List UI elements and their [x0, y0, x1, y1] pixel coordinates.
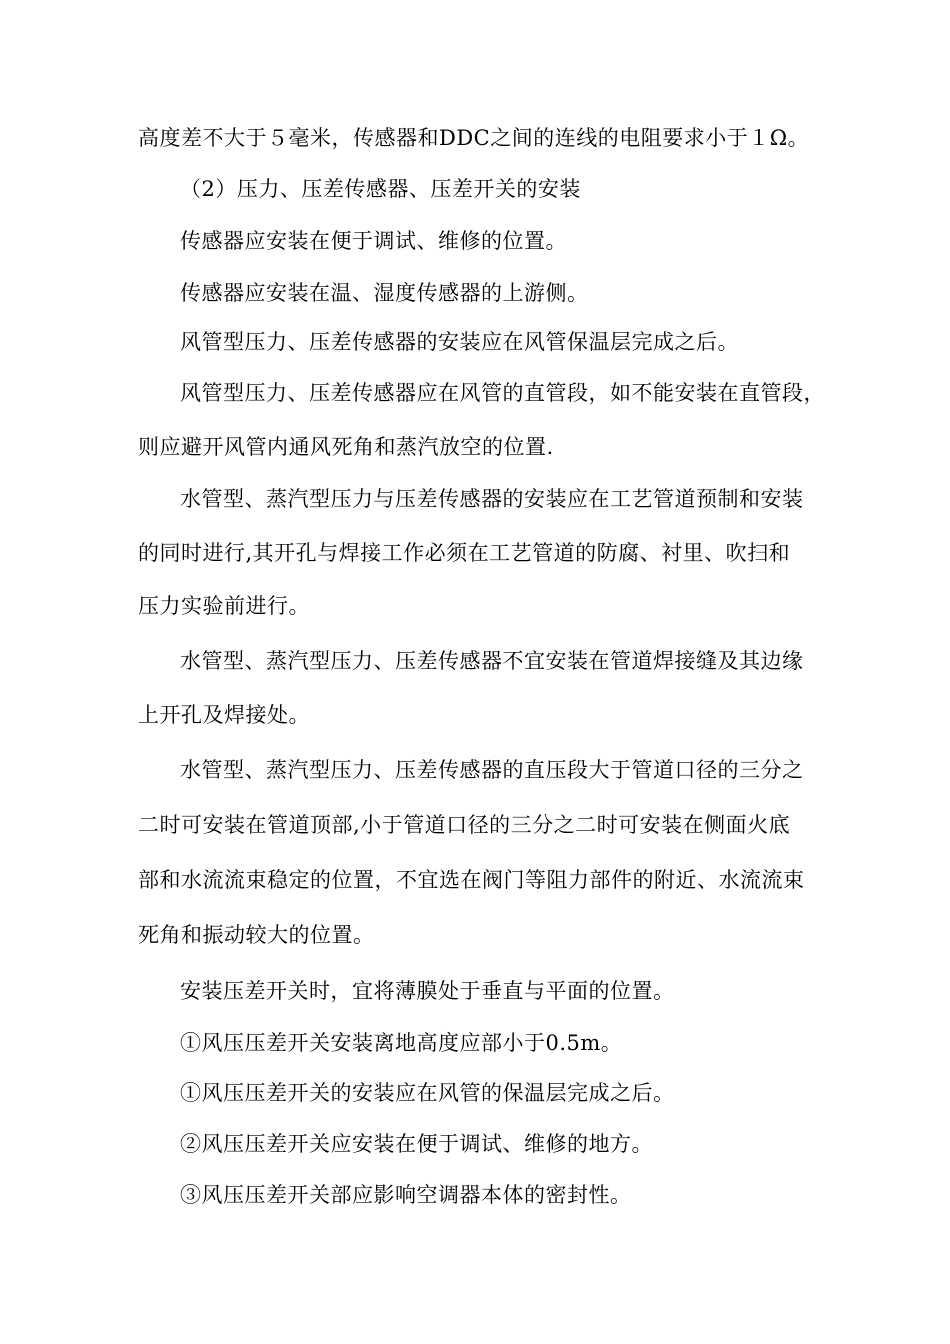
text-line-16: 死角和振动较大的位置。	[138, 923, 375, 947]
text-line-1: 高度差不大于５毫米，传感器和DDC之间的连线的电阻要求小于１Ω。	[138, 126, 810, 150]
text-line-6: 风管型压力、压差传感器应在风管的直管段，如不能安装在直管段，	[180, 381, 825, 405]
text-line-9: 的同时进行,其开孔与焊接工作必须在工艺管道的防腐、衬里、吹扫和	[138, 541, 791, 565]
text-line-13: 水管型、蒸汽型压力、压差传感器的直压段大于管道口径的三分之	[180, 758, 804, 782]
text-line-18: ①风压压差开关安装离地高度应部小于0.5m。	[180, 1031, 623, 1055]
text-line-20: ②风压压差开关应安装在便于调试、维修的地方。	[180, 1132, 653, 1156]
text-line-3: 传感器应安装在便于调试、维修的位置。	[180, 229, 567, 253]
text-line-14: 二时可安装在管道顶部,小于管道口径的三分之二时可安装在侧面火底	[138, 813, 791, 837]
text-line-10: 压力实验前进行。	[138, 594, 310, 618]
text-line-21: ③风压压差开关部应影响空调器本体的密封性。	[180, 1183, 632, 1207]
text-line-19: ①风压压差开关的安装应在风管的保温层完成之后。	[180, 1081, 675, 1105]
text-line-11: 水管型、蒸汽型压力、压差传感器不宜安装在管道焊接缝及其边缘	[180, 649, 804, 673]
text-line-15: 部和水流流束稳定的位置，不宜选在阀门等阻力部件的附近、水流流束	[138, 868, 805, 892]
text-line-12: 上开孔及焊接处。	[138, 703, 310, 727]
text-line-5: 风管型压力、压差传感器的安装应在风管保温层完成之后。	[180, 330, 739, 354]
text-line-7: 则应避开风管内通风死角和蒸汽放空的位置.	[138, 435, 554, 459]
text-line-4: 传感器应安装在温、湿度传感器的上游侧。	[180, 281, 589, 305]
text-line-8: 水管型、蒸汽型压力与压差传感器的安装应在工艺管道预制和安装	[180, 487, 804, 511]
section-heading: （2）压力、压差传感器、压差开关的安装	[180, 177, 581, 201]
text-line-17: 安装压差开关时，宜将薄膜处于垂直与平面的位置。	[180, 979, 675, 1003]
